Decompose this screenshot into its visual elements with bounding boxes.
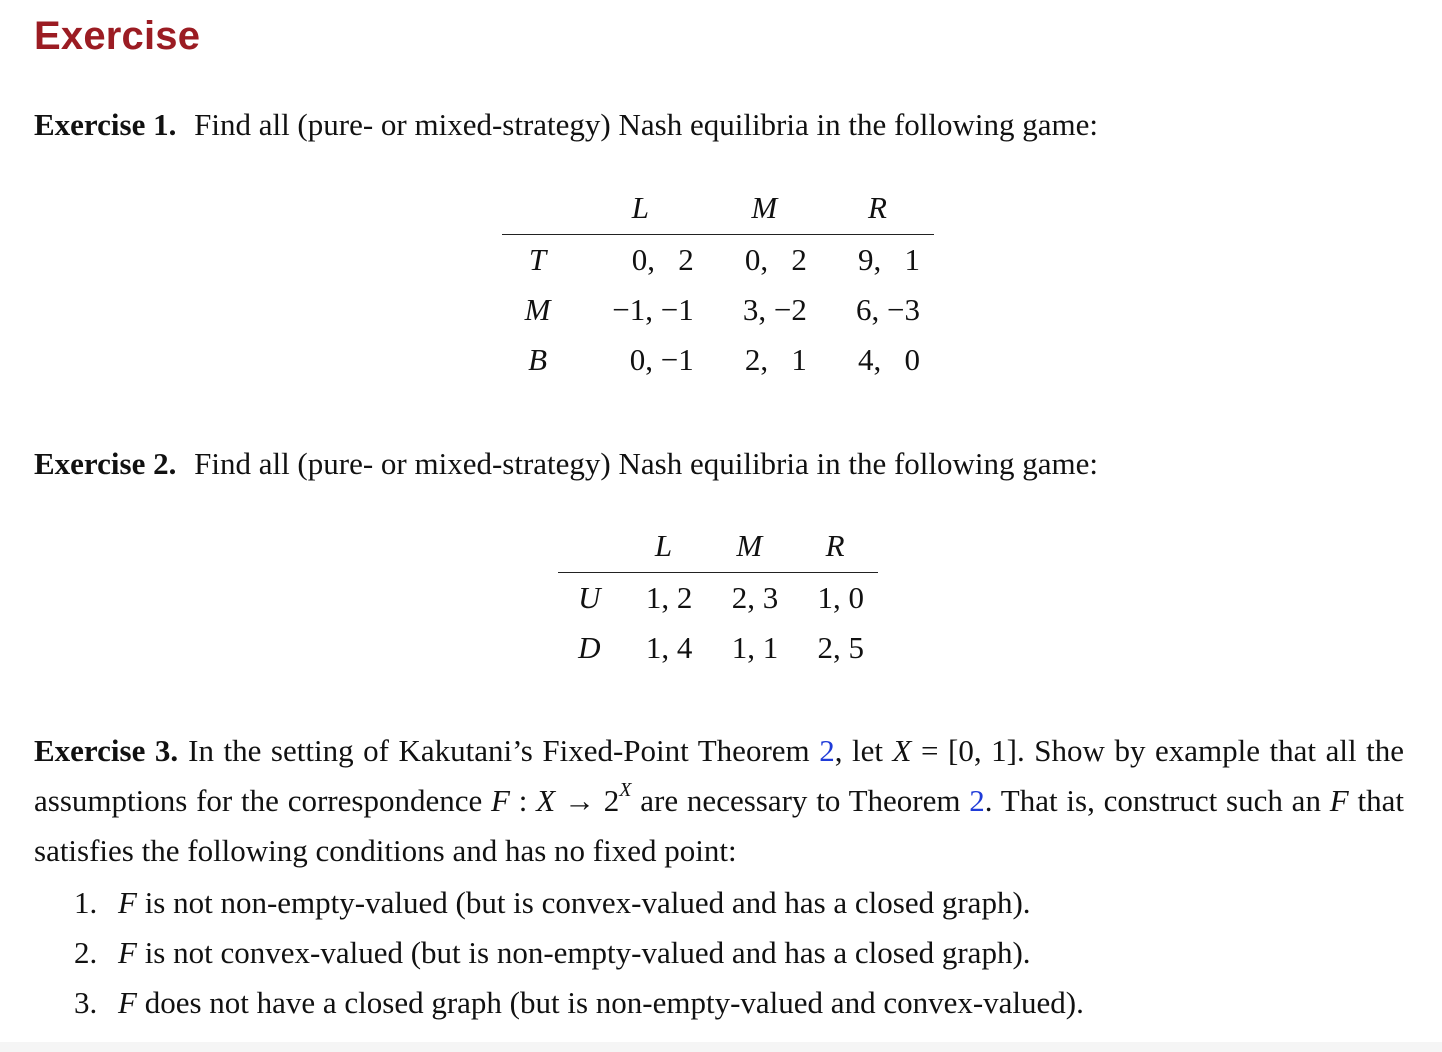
game-1-col-r: R xyxy=(867,190,887,225)
math-superscript-x: X xyxy=(619,778,632,801)
math-f: F xyxy=(491,783,510,818)
game-2-col-m: M xyxy=(736,528,763,563)
payoff-cell: 0, 2 xyxy=(631,242,694,277)
math-f: F xyxy=(1329,783,1349,818)
payoff-cell: 4, 0 xyxy=(858,342,920,377)
exercise-3-prompt xyxy=(34,726,1404,876)
exercise-3-colon: : xyxy=(509,783,537,818)
game-1-row-label: T xyxy=(528,242,547,277)
payoff-cell: 1, 4 xyxy=(645,630,693,665)
list-item-text: is not convex-valued (but is non-empty-valued and has a closed graph). xyxy=(136,935,1031,970)
payoff-cell: 0, 2 xyxy=(744,242,807,277)
payoff-cell: 6, −3 xyxy=(856,292,920,327)
exercise-3-text-3: = [0, 1]. Show by example that all the assumptions for the correspondence xyxy=(34,733,1404,818)
payoff-cell: 0, −1 xyxy=(629,342,694,377)
exercise-1-label: Exercise 1. xyxy=(34,107,177,142)
list-item-number: 1. xyxy=(74,885,98,920)
table-row xyxy=(502,335,934,385)
table-row xyxy=(558,573,878,624)
payoff-cell: 1, 0 xyxy=(817,580,864,615)
game-1-col-l: L xyxy=(631,190,650,225)
table-row xyxy=(558,623,878,673)
list-item xyxy=(34,928,1084,978)
payoff-cell: 2, 3 xyxy=(731,580,779,615)
table-row xyxy=(502,235,934,286)
theorem-2-link[interactable]: 2 xyxy=(969,783,985,818)
exercise-3-arrow: → 2 xyxy=(555,783,620,818)
math-f: F xyxy=(118,935,137,970)
payoff-cell: 3, −2 xyxy=(742,292,807,327)
payoff-cell: 1, 1 xyxy=(731,630,779,665)
game-2-corner xyxy=(558,520,621,573)
exercise-3-label: Exercise 3. xyxy=(34,733,179,768)
exercise-3-text-4: are necessary to Theorem xyxy=(631,783,970,818)
exercise-2-text: Find all (pure- or mixed-strategy) Nash equilibria in the following game: xyxy=(194,446,1099,481)
payoff-cell: 1, 2 xyxy=(645,580,693,615)
list-item xyxy=(34,878,1084,928)
game-2-payoff-table xyxy=(558,520,878,673)
game-2-row-label: U xyxy=(578,580,601,615)
table-row xyxy=(502,285,934,335)
payoff-cell: 2, 1 xyxy=(744,342,807,377)
theorem-2-link[interactable]: 2 xyxy=(819,733,835,768)
exercise-1-text: Find all (pure- or mixed-strategy) Nash equilibria in the following game: xyxy=(194,107,1099,142)
game-2-row-label: D xyxy=(578,630,601,665)
list-item-text: is not non-empty-valued (but is convex-valued and has a closed graph). xyxy=(136,885,1031,920)
list-item-text: does not have a closed graph (but is non-empty-valued and convex-valued). xyxy=(136,985,1084,1020)
exercise-3-text-6: that satisfies the following conditions and has no fixed point: xyxy=(34,783,1404,868)
payoff-cell: 2, 5 xyxy=(817,630,864,665)
math-f: F xyxy=(118,885,137,920)
section-heading: Exercise xyxy=(34,14,201,58)
list-item-number: 2. xyxy=(74,935,98,970)
payoff-cell: −1, −1 xyxy=(612,292,694,327)
exercise-3-text-2: , let xyxy=(834,733,893,768)
exercise-3-text-1: In the setting of Kakutani’s Fixed-Point Theorem xyxy=(188,733,820,768)
game-1-row-label: B xyxy=(528,342,548,377)
exercise-2-label: Exercise 2. xyxy=(34,446,177,481)
page-bottom-strip xyxy=(0,1042,1442,1052)
exercise-2-prompt xyxy=(34,439,1098,489)
payoff-cell: 9, 1 xyxy=(858,242,920,277)
exercise-1-prompt xyxy=(34,100,1098,150)
exercise-3-text-5: . That is, construct such an xyxy=(984,783,1330,818)
game-1-col-m: M xyxy=(751,190,778,225)
game-2-col-l: L xyxy=(654,528,673,563)
conditions-list xyxy=(34,878,1084,1028)
game-1-corner xyxy=(502,182,573,235)
math-x: X xyxy=(536,783,556,818)
list-item xyxy=(34,978,1084,1028)
list-item-number: 3. xyxy=(74,985,98,1020)
game-2-col-r: R xyxy=(825,528,845,563)
math-f: F xyxy=(118,985,137,1020)
math-x: X xyxy=(892,733,912,768)
game-1-row-label: M xyxy=(524,292,551,327)
game-1-payoff-table xyxy=(502,182,934,385)
